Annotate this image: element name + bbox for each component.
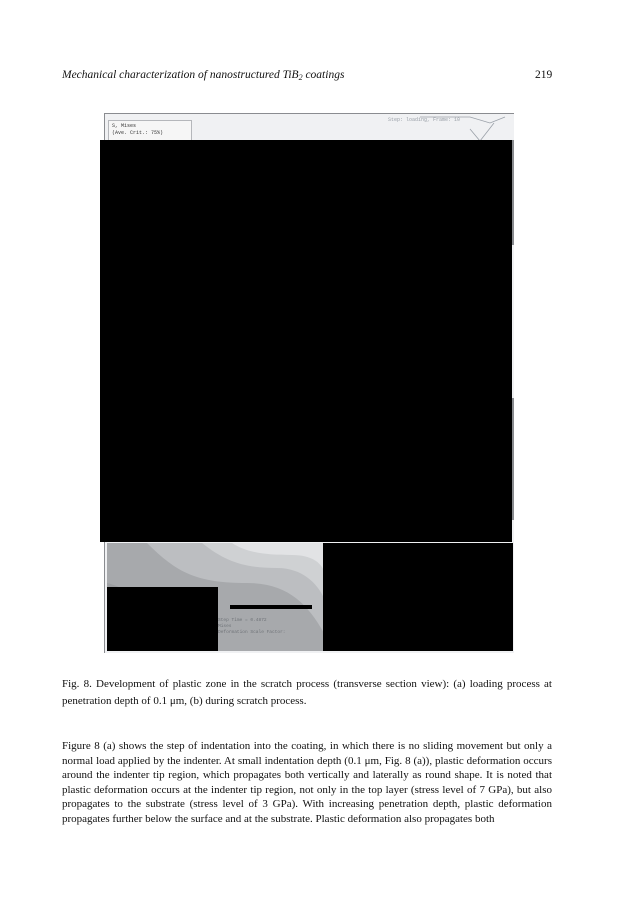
step-frame-label: Step: loading, Frame: 10 — [388, 117, 461, 123]
readout-line-2: (Ave. Crit.: 75%) — [112, 130, 164, 136]
panel-b-readout — [218, 618, 286, 636]
header-title-subscript: 2 — [298, 73, 303, 82]
redacted-figure-panel-a — [100, 140, 512, 542]
frame-right-line-lower — [512, 398, 514, 520]
indenter-outline — [420, 113, 510, 143]
readout-line-1: S, Mises — [112, 123, 137, 129]
header-title-tail: coatings — [302, 69, 345, 81]
body-paragraph: Figure 8 (a) shows the step of indentation into the coating, in which there is no sliding movement but only a normal load applied by the indenter. At small indentation depth (0.1 μm, Fig. 8 (a)), plastic deformation occurs around the indenter tip region, which propagates both vertically and laterally as round shape. It is noted that plastic deformation occurs at the indenter tip region, not only in the top layer (stress level of 7 GPa), but also propagates to the substrate (stress level of 3 GPa). With increasing penetration depth, plastic deformation propagates further below the surface and at the substrate. Plastic deformation also propagates both — [62, 740, 552, 825]
frame-right-line-upper — [512, 140, 514, 245]
deformation-scale-label: Deformation Scale Factor: — [218, 630, 286, 635]
scale-bar — [230, 605, 312, 609]
mises-label: Mises — [218, 624, 232, 629]
redacted-figure-panel-b — [323, 543, 513, 651]
page-number: 219 — [535, 69, 553, 81]
redacted-inset — [107, 587, 218, 651]
header-title-main: Mechanical characterization of nanostructured TiB — [62, 69, 299, 81]
figure-caption: Fig. 8. Development of plastic zone in the scratch process (transverse section view): (a) loading process at penetration depth of 0.1 μm, (b) during scratch process. — [62, 678, 552, 707]
header-title — [62, 69, 344, 82]
step-time-label: Step Time = 0.4872 — [218, 618, 267, 623]
